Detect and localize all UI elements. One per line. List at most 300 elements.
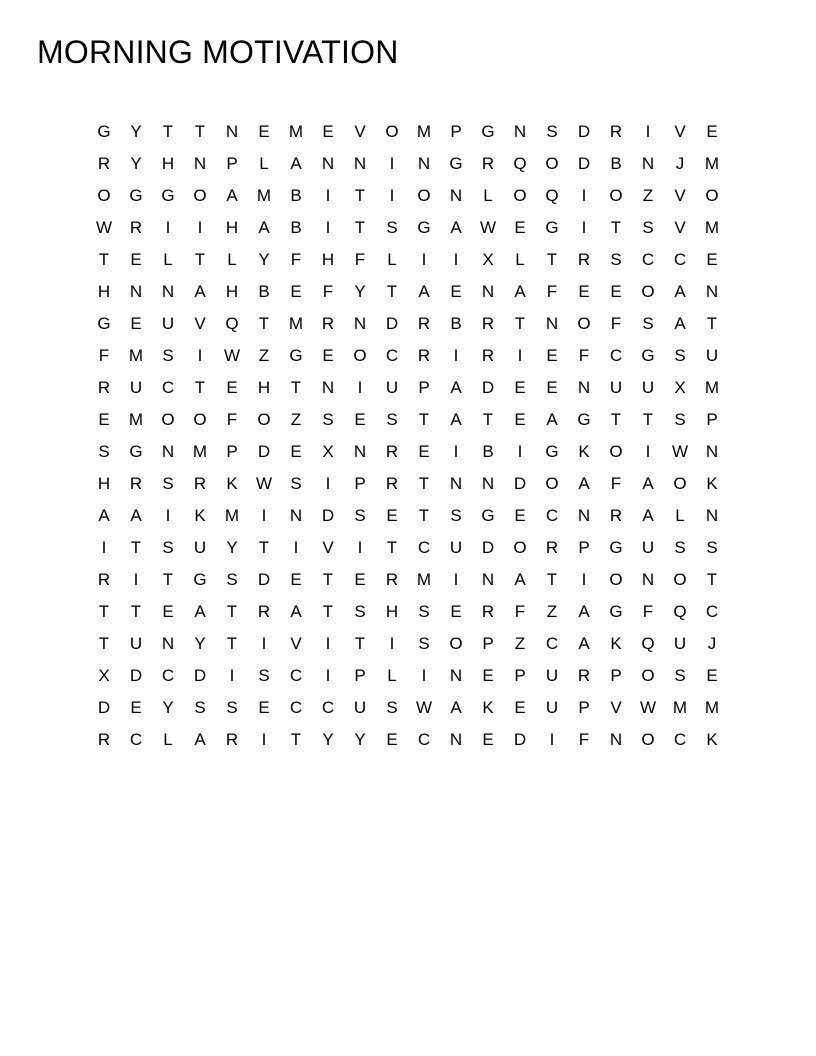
grid-letter: W: [415, 697, 433, 717]
grid-letter: D: [577, 121, 591, 141]
grid-letter: C: [129, 729, 143, 749]
grid-letter: I: [293, 537, 299, 557]
grid-letter: A: [98, 505, 110, 525]
grid-letter: E: [386, 505, 398, 525]
grid-letter: S: [258, 665, 270, 685]
grid-letter: K: [610, 633, 622, 653]
grid-letter: S: [322, 409, 334, 429]
grid-letter: O: [641, 729, 655, 749]
grid-letter: R: [385, 441, 399, 461]
grid-letter: E: [482, 729, 494, 749]
grid-letter: D: [257, 569, 271, 589]
grid-letter: G: [193, 569, 207, 589]
grid-letter: T: [290, 729, 302, 749]
grid-letter: H: [97, 473, 111, 493]
grid-letter: N: [129, 281, 143, 301]
grid-letter: G: [129, 185, 143, 205]
grid-letter: A: [514, 281, 526, 301]
grid-letter: D: [129, 665, 143, 685]
grid-letter: Y: [130, 153, 142, 173]
grid-letter: T: [354, 633, 366, 653]
grid-letter: C: [609, 345, 623, 365]
grid-letter: E: [258, 697, 270, 717]
grid-letter: G: [129, 441, 143, 461]
grid-letter: E: [98, 409, 110, 429]
grid-letter: C: [289, 697, 303, 717]
grid-letter: G: [417, 217, 431, 237]
grid-letter: D: [321, 505, 335, 525]
grid-letter: P: [354, 473, 366, 493]
grid-letter: C: [641, 249, 655, 269]
grid-letter: A: [578, 473, 590, 493]
grid-letter: Q: [225, 313, 239, 333]
grid-letter: S: [642, 217, 654, 237]
grid-letter: U: [673, 633, 687, 653]
grid-letter: T: [482, 409, 494, 429]
grid-letter: T: [258, 313, 270, 333]
grid-letter: N: [289, 505, 303, 525]
grid-letter: M: [256, 185, 272, 205]
grid-letter: O: [609, 569, 623, 589]
grid-letter: F: [226, 409, 238, 429]
grid-letter: M: [288, 313, 304, 333]
grid-letter: W: [639, 697, 657, 717]
grid-letter: Z: [642, 185, 654, 205]
grid-letter: I: [261, 633, 267, 653]
grid-letter: K: [706, 473, 718, 493]
grid-letter: U: [161, 313, 175, 333]
grid-letter: S: [674, 665, 686, 685]
grid-letter: E: [482, 665, 494, 685]
grid-letter: E: [514, 377, 526, 397]
grid-letter: S: [354, 505, 366, 525]
grid-letter: S: [546, 121, 558, 141]
grid-letter: N: [577, 505, 591, 525]
grid-letter: I: [133, 569, 139, 589]
grid-letter: H: [321, 249, 335, 269]
grid-letter: R: [609, 505, 623, 525]
grid-letter: D: [481, 377, 495, 397]
grid-letter: N: [353, 313, 367, 333]
grid-letter: Z: [258, 345, 270, 365]
grid-letter: O: [353, 345, 367, 365]
grid-letter: X: [98, 665, 110, 685]
grid-letter: I: [165, 217, 171, 237]
grid-letter: N: [161, 633, 175, 653]
grid-letter: S: [418, 633, 430, 653]
grid-letter: R: [481, 313, 495, 333]
grid-letter: F: [578, 345, 590, 365]
grid-letter: S: [386, 409, 398, 429]
grid-letter: D: [385, 313, 399, 333]
grid-letter: K: [578, 441, 590, 461]
grid-letter: L: [675, 505, 685, 525]
grid-letter: K: [706, 729, 718, 749]
grid-letter: I: [581, 569, 587, 589]
grid-letter: H: [225, 281, 239, 301]
grid-letter: T: [162, 569, 174, 589]
grid-letter: S: [226, 569, 238, 589]
grid-letter: N: [513, 121, 527, 141]
grid-letter: O: [673, 473, 687, 493]
grid-letter: R: [321, 313, 335, 333]
grid-letter: I: [453, 441, 459, 461]
grid-letter: F: [98, 345, 110, 365]
grid-letter: N: [353, 441, 367, 461]
grid-letter: T: [226, 633, 238, 653]
grid-letter: W: [671, 441, 689, 461]
grid-letter: K: [226, 473, 238, 493]
grid-letter: E: [290, 569, 302, 589]
grid-letter: R: [481, 153, 495, 173]
grid-letter: A: [194, 281, 206, 301]
grid-letter: B: [450, 313, 462, 333]
grid-letter: F: [610, 313, 622, 333]
grid-letter: F: [610, 473, 622, 493]
grid-letter: I: [389, 633, 395, 653]
grid-letter: V: [674, 121, 686, 141]
grid-letter: V: [354, 121, 366, 141]
grid-letter: C: [673, 249, 687, 269]
grid-letter: A: [642, 473, 654, 493]
grid-letter: R: [97, 729, 111, 749]
grid-letter: E: [610, 281, 622, 301]
grid-letter: T: [162, 121, 174, 141]
grid-letter: E: [130, 697, 142, 717]
grid-letter: T: [418, 473, 430, 493]
grid-letter: E: [706, 665, 718, 685]
grid-letter: X: [482, 249, 494, 269]
grid-letter: U: [129, 633, 143, 653]
grid-letter: V: [674, 185, 686, 205]
grid-letter: I: [165, 505, 171, 525]
grid-letter: U: [641, 537, 655, 557]
grid-letter: O: [609, 185, 623, 205]
grid-letter: E: [546, 377, 558, 397]
grid-letter: S: [162, 345, 174, 365]
grid-letter: M: [128, 409, 144, 429]
grid-letter: I: [197, 217, 203, 237]
grid-letter: O: [609, 441, 623, 461]
grid-letter: E: [450, 601, 462, 621]
grid-letter: U: [385, 377, 399, 397]
grid-letter: I: [261, 729, 267, 749]
grid-letter: H: [97, 281, 111, 301]
grid-letter: A: [130, 505, 142, 525]
grid-letter: E: [418, 441, 430, 461]
grid-letter: N: [481, 569, 495, 589]
grid-letter: I: [357, 377, 363, 397]
grid-letter: E: [578, 281, 590, 301]
grid-letter: L: [163, 249, 173, 269]
grid-letter: H: [257, 377, 271, 397]
grid-letter: N: [161, 281, 175, 301]
grid-letter: M: [288, 121, 304, 141]
grid-letter: G: [289, 345, 303, 365]
grid-letter: S: [354, 601, 366, 621]
grid-letter: F: [322, 281, 334, 301]
grid-letter: R: [257, 601, 271, 621]
grid-letter: Q: [641, 633, 655, 653]
grid-letter: T: [386, 281, 398, 301]
grid-letter: E: [290, 441, 302, 461]
grid-letter: W: [255, 473, 273, 493]
grid-letter: O: [545, 473, 559, 493]
grid-letter: O: [641, 281, 655, 301]
grid-letter: J: [675, 153, 685, 173]
grid-letter: P: [482, 633, 494, 653]
grid-letter: C: [673, 729, 687, 749]
grid-letter: B: [290, 217, 302, 237]
grid-letter: D: [481, 537, 495, 557]
grid-letter: L: [387, 249, 397, 269]
grid-letter: S: [450, 505, 462, 525]
grid-letter: M: [704, 153, 720, 173]
grid-letter: E: [514, 697, 526, 717]
grid-letter: K: [482, 697, 494, 717]
grid-letter: T: [194, 377, 206, 397]
grid-letter: N: [705, 505, 719, 525]
grid-letter: N: [449, 473, 463, 493]
grid-letter: R: [417, 313, 431, 333]
grid-letter: R: [417, 345, 431, 365]
grid-letter: M: [192, 441, 208, 461]
grid-letter: G: [97, 313, 111, 333]
grid-letter: Q: [545, 185, 559, 205]
grid-letter: R: [225, 729, 239, 749]
grid-letter: F: [546, 281, 558, 301]
grid-letter: I: [421, 665, 427, 685]
grid-letter: M: [704, 217, 720, 237]
grid-letter: N: [641, 153, 655, 173]
grid-letter: I: [197, 345, 203, 365]
grid-letter: A: [226, 185, 238, 205]
grid-letter: L: [163, 729, 173, 749]
grid-letter: N: [481, 281, 495, 301]
grid-letter: N: [705, 441, 719, 461]
grid-letter: N: [353, 153, 367, 173]
grid-letter: T: [354, 185, 366, 205]
grid-letter: F: [354, 249, 366, 269]
grid-letter: N: [449, 185, 463, 205]
grid-letter: C: [161, 377, 175, 397]
grid-letter: T: [610, 409, 622, 429]
grid-letter: M: [416, 121, 432, 141]
grid-letter: N: [193, 153, 207, 173]
grid-letter: C: [705, 601, 719, 621]
grid-letter: I: [325, 633, 331, 653]
grid-letter: L: [227, 249, 237, 269]
grid-letter: F: [290, 249, 302, 269]
grid-letter: T: [642, 409, 654, 429]
grid-letter: S: [674, 537, 686, 557]
grid-letter: S: [386, 217, 398, 237]
grid-letter: J: [707, 633, 717, 653]
grid-letter: D: [97, 697, 111, 717]
grid-letter: M: [704, 377, 720, 397]
grid-letter: O: [577, 313, 591, 333]
grid-letter: U: [641, 377, 655, 397]
grid-letter: A: [514, 569, 526, 589]
grid-letter: A: [450, 697, 462, 717]
grid-letter: T: [706, 569, 718, 589]
grid-letter: T: [418, 505, 430, 525]
grid-letter: P: [450, 121, 462, 141]
grid-letter: E: [706, 249, 718, 269]
grid-letter: P: [226, 441, 238, 461]
grid-letter: G: [97, 121, 111, 141]
grid-letter: P: [354, 665, 366, 685]
grid-letter: D: [513, 473, 527, 493]
grid-letter: L: [259, 153, 269, 173]
grid-letter: T: [322, 569, 334, 589]
grid-letter: U: [353, 697, 367, 717]
grid-letter: T: [386, 537, 398, 557]
grid-letter: O: [705, 185, 719, 205]
grid-letter: E: [354, 569, 366, 589]
grid-letter: C: [417, 537, 431, 557]
grid-letter: E: [354, 409, 366, 429]
grid-letter: V: [322, 537, 334, 557]
grid-letter: D: [193, 665, 207, 685]
grid-letter: R: [97, 569, 111, 589]
grid-letter: S: [610, 249, 622, 269]
grid-letter: B: [482, 441, 494, 461]
grid-letter: T: [290, 377, 302, 397]
grid-letter: T: [130, 601, 142, 621]
grid-letter: T: [98, 249, 110, 269]
grid-letter: I: [261, 505, 267, 525]
grid-letter: U: [193, 537, 207, 557]
grid-letter: I: [453, 569, 459, 589]
grid-letter: R: [385, 473, 399, 493]
grid-letter: I: [325, 185, 331, 205]
grid-letter: V: [194, 313, 206, 333]
grid-letter: N: [545, 313, 559, 333]
grid-letter: T: [514, 313, 526, 333]
grid-letter: N: [705, 281, 719, 301]
grid-letter: U: [609, 377, 623, 397]
grid-letter: L: [515, 249, 525, 269]
grid-letter: T: [354, 217, 366, 237]
grid-letter: I: [325, 665, 331, 685]
grid-letter: O: [193, 409, 207, 429]
grid-letter: T: [258, 537, 270, 557]
grid-letter: O: [257, 409, 271, 429]
grid-letter: P: [706, 409, 718, 429]
grid-letter: A: [450, 409, 462, 429]
grid-letter: M: [416, 569, 432, 589]
grid-letter: R: [129, 217, 143, 237]
grid-letter: R: [609, 121, 623, 141]
grid-letter: L: [483, 185, 493, 205]
grid-letter: E: [130, 249, 142, 269]
grid-letter: Y: [162, 697, 174, 717]
grid-letter: E: [258, 121, 270, 141]
grid-letter: I: [325, 473, 331, 493]
grid-letter: R: [577, 249, 591, 269]
grid-letter: N: [641, 569, 655, 589]
grid-letter: Y: [130, 121, 142, 141]
grid-letter: G: [609, 537, 623, 557]
grid-letter: C: [545, 633, 559, 653]
grid-letter: N: [225, 121, 239, 141]
grid-letter: M: [704, 697, 720, 717]
grid-letter: Z: [546, 601, 558, 621]
grid-letter: Z: [290, 409, 302, 429]
grid-letter: X: [674, 377, 686, 397]
grid-letter: G: [449, 153, 463, 173]
grid-letter: N: [321, 377, 335, 397]
grid-letter: I: [229, 665, 235, 685]
grid-letter: S: [194, 697, 206, 717]
grid-letter: P: [610, 665, 622, 685]
grid-letter: Y: [354, 281, 366, 301]
grid-letter: F: [514, 601, 526, 621]
grid-letter: S: [290, 473, 302, 493]
grid-letter: I: [645, 121, 651, 141]
grid-letter: C: [161, 665, 175, 685]
grid-letter: F: [642, 601, 654, 621]
grid-letter: S: [706, 537, 718, 557]
grid-letter: A: [674, 313, 686, 333]
grid-letter: V: [674, 217, 686, 237]
grid-letter: A: [258, 217, 270, 237]
grid-letter: Z: [514, 633, 526, 653]
grid-letter: T: [546, 569, 558, 589]
grid-letter: A: [290, 153, 302, 173]
grid-letter: R: [545, 537, 559, 557]
grid-letter: G: [161, 185, 175, 205]
grid-letter: E: [514, 217, 526, 237]
grid-letter: U: [545, 697, 559, 717]
grid-letter: N: [161, 441, 175, 461]
grid-letter: Y: [194, 633, 206, 653]
grid-letter: E: [130, 313, 142, 333]
grid-letter: R: [193, 473, 207, 493]
grid-letter: A: [642, 505, 654, 525]
grid-letter: P: [578, 537, 590, 557]
grid-letter: I: [581, 185, 587, 205]
grid-letter: G: [577, 409, 591, 429]
grid-letter: I: [517, 345, 523, 365]
grid-letter: P: [514, 665, 526, 685]
grid-letter: V: [610, 697, 622, 717]
grid-letter: U: [545, 665, 559, 685]
grid-letter: I: [325, 217, 331, 237]
grid-letter: N: [481, 473, 495, 493]
grid-letter: A: [546, 409, 558, 429]
grid-letter: V: [290, 633, 302, 653]
grid-letter: B: [610, 153, 622, 173]
grid-letter: N: [449, 665, 463, 685]
grid-letter: E: [514, 409, 526, 429]
grid-letter: D: [257, 441, 271, 461]
grid-letter: A: [578, 633, 590, 653]
grid-letter: U: [705, 345, 719, 365]
grid-letter: G: [481, 121, 495, 141]
grid-letter: O: [641, 665, 655, 685]
grid-letter: A: [194, 729, 206, 749]
grid-letter: R: [129, 473, 143, 493]
grid-letter: S: [642, 313, 654, 333]
grid-letter: B: [290, 185, 302, 205]
grid-letter: R: [97, 377, 111, 397]
grid-letter: I: [357, 537, 363, 557]
grid-letter: E: [290, 281, 302, 301]
grid-letter: O: [513, 537, 527, 557]
grid-letter: R: [481, 601, 495, 621]
